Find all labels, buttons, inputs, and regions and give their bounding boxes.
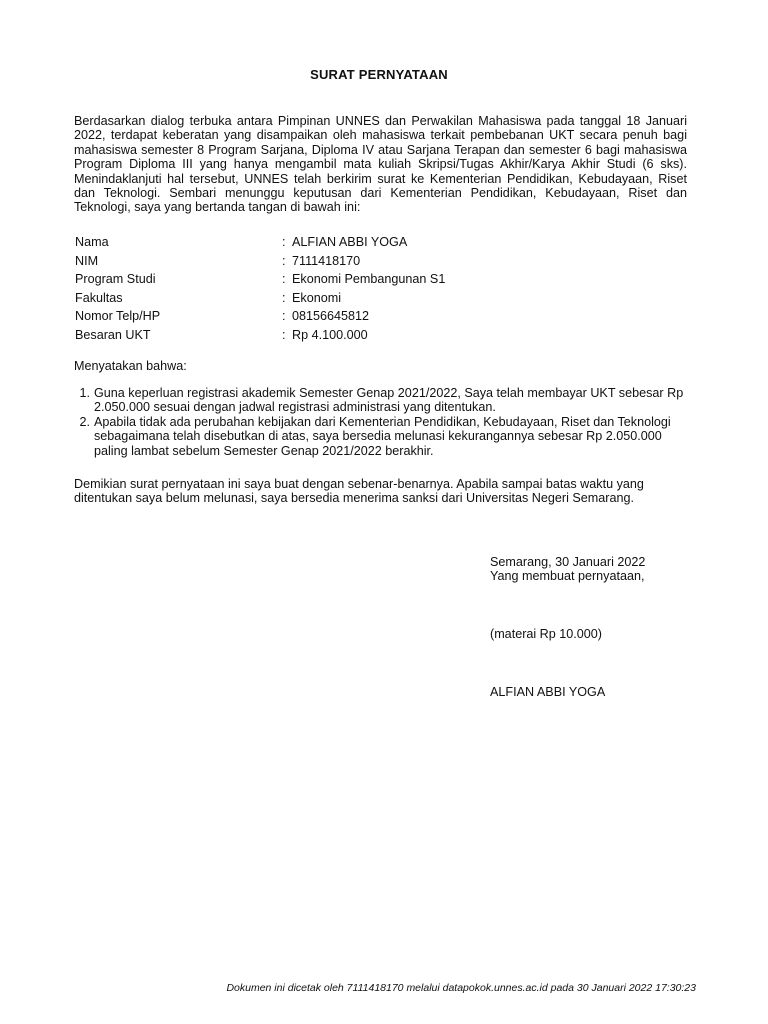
field-label: Nomor Telp/HP xyxy=(75,309,161,324)
field-value: 7111418170 xyxy=(292,253,361,268)
intro-paragraph: Berdasarkan dialog terbuka antara Pimpinan UNNES dan Perwakilan Mahasiswa pada tanggal 18 Januari 2022, terdapat keberatan yang disampaikan oleh mahasiswa terkait pembebanan UKT secara penuh bagi mahasiswa semester 8 Program Sarjana, Diploma IV atau Sarjana Terapan dan semester 6 bagi mahasiswa Program Diploma III yang hanya mengambil mata kuliah Skripsi/Tugas Akhir/Karya Akhir Studi (6 sks). Menindaklanjuti hal tersebut, UNNES telah berkirim surat ke Kementerian Pendidikan, Kebudayaan, Riset dan Teknologi. Sembari menunggu keputusan dari Kementerian Pendidikan, Kebudayaan, Riset dan Teknologi, saya yang bertanda tangan di bawah ini: xyxy=(74,114,687,215)
declare-heading: Menyatakan bahwa: xyxy=(74,359,187,373)
point-text: Guna keperluan registrasi akademik Semester Genap 2021/2022, Saya telah membayar UKT sebesar Rp 2.050.000 sesuai dengan jadwal registrasi administrasi yang ditentukan. xyxy=(94,386,684,415)
field-value: ALFIAN ABBI YOGA xyxy=(292,235,408,250)
signature-stamp-note: (materai Rp 10.000) xyxy=(490,627,602,641)
document-title: SURAT PERNYATAAN xyxy=(310,67,448,82)
field-row-program-studi xyxy=(75,270,675,289)
field-colon: : xyxy=(282,253,286,268)
signature-name: ALFIAN ABBI YOGA xyxy=(490,685,606,699)
signature-place-block xyxy=(490,555,690,584)
point-text: Apabila tidak ada perubahan kebijakan dari Kementerian Pendidikan, Kebudayaan, Riset dan Teknologi sebagaimana telah disebutkan di atas, saya bersedia melunasi kekurangannya sebesar Rp 2.050.000 paling lambat sebelum Semester Genap 2021/2022 berakhir. xyxy=(94,414,671,458)
field-label: Besaran UKT xyxy=(75,328,151,343)
point-number: 2. xyxy=(79,414,90,429)
field-row-nim xyxy=(75,252,675,271)
field-row-nomor-telp xyxy=(75,307,675,326)
identity-fields xyxy=(75,233,675,345)
declaration-point xyxy=(74,386,687,415)
field-row-nama xyxy=(75,233,675,252)
print-footer: Dokumen ini dicetak oleh 7111418170 melalui datapokok.unnes.ac.id pada 30 Januari 2022 17:30:23 xyxy=(226,982,696,994)
field-value: Ekonomi xyxy=(292,290,341,305)
field-value: Rp 4.100.000 xyxy=(292,328,368,343)
field-label: Program Studi xyxy=(75,272,156,287)
field-colon: : xyxy=(282,309,286,324)
field-colon: : xyxy=(282,235,286,250)
declaration-points xyxy=(74,386,687,458)
field-colon: : xyxy=(282,328,286,343)
closing-paragraph: Demikian surat pernyataan ini saya buat dengan sebenar-benarnya. Apabila sampai batas waktu yang ditentukan saya belum melunasi, saya bersedia menerima sanksi dari Universitas Negeri Semarang. xyxy=(74,477,644,506)
field-value: 08156645812 xyxy=(292,309,370,324)
signature-maker-label: Yang membuat pernyataan, xyxy=(490,569,645,584)
point-number: 1. xyxy=(79,386,90,400)
field-row-fakultas xyxy=(75,289,675,308)
field-value: Ekonomi Pembangunan S1 xyxy=(292,272,446,287)
field-colon: : xyxy=(282,272,286,287)
signature-place-date: Semarang, 30 Januari 2022 xyxy=(490,555,646,569)
field-label: NIM xyxy=(75,253,99,268)
field-label: Fakultas xyxy=(75,290,123,305)
field-row-besaran-ukt xyxy=(75,326,675,345)
field-label: Nama xyxy=(75,235,109,250)
declaration-point xyxy=(74,415,687,458)
field-colon: : xyxy=(282,290,286,305)
